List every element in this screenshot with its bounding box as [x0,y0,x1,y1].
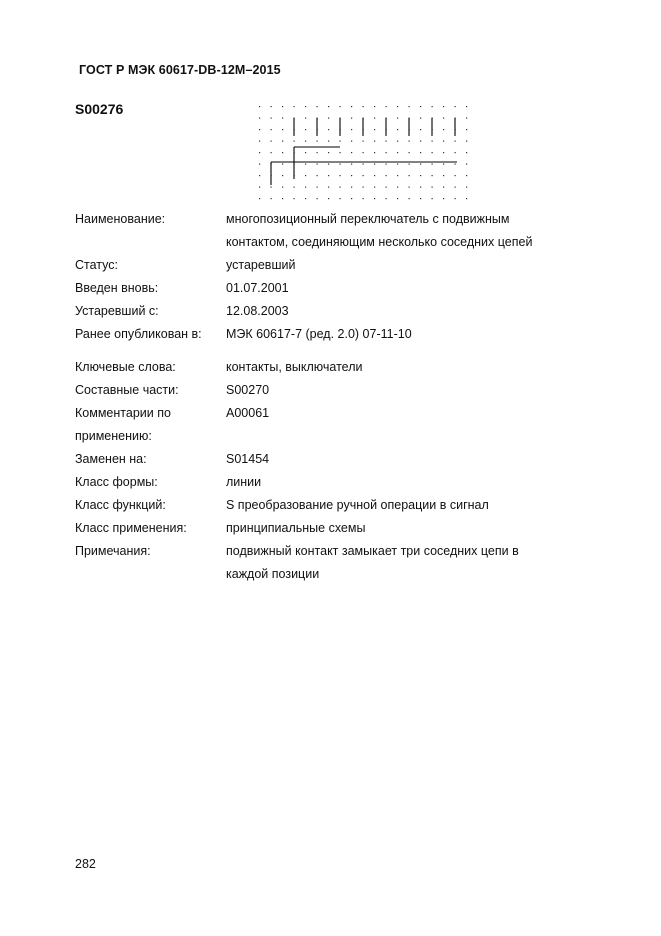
grid-dot [409,152,410,153]
grid-dot [432,152,433,153]
field-label: Ключевые слова: [75,360,176,374]
grid-dot [455,141,456,142]
grid-dot [466,152,467,153]
field-value: контактом, соединяющим несколько соседних цепей [226,235,533,249]
field-label: Статус: [75,258,118,272]
grid-dot [363,152,364,153]
grid-dot [466,129,467,130]
grid-dot [305,129,306,130]
grid-dot [351,129,352,130]
grid-dot [340,152,341,153]
grid-dot [363,187,364,188]
grid-dot [397,129,398,130]
grid-dot [409,175,410,176]
grid-dot [282,187,283,188]
symbol-code: S00276 [75,101,124,117]
grid-dot [443,152,444,153]
grid-dot [374,129,375,130]
grid-dot [420,164,421,165]
grid-dot [432,198,433,199]
document-header: ГОСТ Р МЭК 60617-DB-12M–2015 [79,63,281,77]
grid-dot [271,198,272,199]
grid-dot [328,198,329,199]
grid-dot [466,106,467,107]
grid-dot [374,106,375,107]
grid-dot [294,187,295,188]
grid-dot [443,129,444,130]
grid-dot [317,187,318,188]
field-row [75,231,595,254]
grid-dot [374,187,375,188]
field-row [75,448,595,471]
grid-dot [259,106,260,107]
grid-dot [351,198,352,199]
grid-dot [466,141,467,142]
grid-dot [317,141,318,142]
grid-dot [282,175,283,176]
grid-dot [420,187,421,188]
field-label: Класс функций: [75,498,166,512]
grid-dot [351,152,352,153]
grid-dot [305,152,306,153]
grid-dot [409,141,410,142]
field-value: МЭК 60617-7 (ред. 2.0) 07-11-10 [226,327,412,341]
grid-dot [432,106,433,107]
grid-dot [455,187,456,188]
grid-dot [466,175,467,176]
field-label: Комментарии по [75,406,171,420]
field-row [75,540,595,563]
grid-dot [386,106,387,107]
field-label: Введен вновь: [75,281,159,295]
field-value: A00061 [226,406,270,420]
field-value: контакты, выключатели [226,360,363,374]
grid-dot [386,152,387,153]
field-value: 01.07.2001 [226,281,289,295]
field-value: S преобразование ручной операции в сигнал [226,498,489,512]
grid-dot [259,141,260,142]
grid-dot [374,164,375,165]
field-row [75,402,595,425]
grid-dot [374,152,375,153]
grid-dot [305,187,306,188]
grid-dot [466,164,467,165]
grid-dot [282,129,283,130]
field-row [75,494,595,517]
grid-dot [443,118,444,119]
grid-dot [443,198,444,199]
field-value: устаревший [226,258,296,272]
grid-dot [397,187,398,188]
field-label: Составные части: [75,383,179,397]
grid-dot [351,164,352,165]
grid-dot [305,198,306,199]
grid-dot [328,187,329,188]
grid-dot [397,118,398,119]
grid-dot [397,164,398,165]
grid-dot [317,152,318,153]
grid-dot [259,175,260,176]
grid-dot [420,198,421,199]
grid-dot [305,118,306,119]
grid-dot [328,106,329,107]
grid-dot [374,175,375,176]
grid-dot [351,141,352,142]
field-value [226,425,595,448]
field-label: Ранее опубликован в: [75,327,202,341]
field-row [75,471,595,494]
grid-dot [386,175,387,176]
grid-dot [420,106,421,107]
field-label: Примечания: [75,544,151,558]
symbol-strokes [271,118,457,185]
grid-dot [466,198,467,199]
grid-dot [305,106,306,107]
grid-dot [328,175,329,176]
grid-dot [259,187,260,188]
grid-dot [328,118,329,119]
grid-dot [351,106,352,107]
grid-dot [443,187,444,188]
grid-dot [328,152,329,153]
field-list [75,208,595,586]
field-label: Устаревший с: [75,304,159,318]
grid-dot [305,175,306,176]
grid-dot [420,129,421,130]
field-row [75,323,595,346]
field-label: Класс формы: [75,475,158,489]
page-number: 282 [75,857,96,871]
field-value: подвижный контакт замыкает три соседних цепи в [226,544,519,558]
grid-dot [282,164,283,165]
grid-dot [340,175,341,176]
grid-dot [351,187,352,188]
grid-dot [455,198,456,199]
grid-dot [351,118,352,119]
grid-dot [259,118,260,119]
grid-dot [386,141,387,142]
field-value: линии [226,475,262,489]
grid-dot [305,141,306,142]
grid-dot [259,198,260,199]
grid-dot [271,129,272,130]
field-value: принципиальные схемы [226,521,366,535]
grid-dot [466,118,467,119]
grid-dot [409,198,410,199]
grid-dot [294,106,295,107]
field-label: Заменен на: [75,452,147,466]
grid-dot [259,164,260,165]
grid-dot [363,164,364,165]
grid-dot [386,187,387,188]
grid-dot [363,198,364,199]
grid-dot [443,175,444,176]
field-value: 12.08.2003 [226,304,289,318]
grid-dot [271,152,272,153]
field-gap [75,346,595,356]
field-label: Класс применения: [75,521,187,535]
grid-dot [397,141,398,142]
field-label [75,563,226,586]
grid-dot [363,106,364,107]
grid-dot [432,175,433,176]
grid-dot [443,141,444,142]
grid-dot [340,141,341,142]
grid-dot [282,118,283,119]
grid-dot [409,106,410,107]
grid-dot [409,164,410,165]
field-value: каждой позиции [226,567,320,581]
grid-dot [317,175,318,176]
field-row [75,563,595,586]
grid-dot [397,106,398,107]
field-row [75,254,595,277]
field-label [75,231,226,254]
field-row [75,379,595,402]
grid-dot [466,187,467,188]
field-label: применению: [75,429,152,443]
field-value: многопозиционный переключатель с подвижным [226,212,510,226]
grid-dot [455,175,456,176]
grid-dot [397,152,398,153]
grid-dot [328,129,329,130]
field-row [75,208,595,231]
grid-dot [259,129,260,130]
grid-dot [328,141,329,142]
grid-dot [271,106,272,107]
grid-dot [317,198,318,199]
field-value: S01454 [226,452,270,466]
grid-dot [420,175,421,176]
grid-dot [282,141,283,142]
grid-dot [443,106,444,107]
grid-dot [420,141,421,142]
grid-dot [282,198,283,199]
grid-dot [363,141,364,142]
field-label: Наименование: [75,212,166,226]
grid-dot [455,164,456,165]
grid-dot [374,198,375,199]
grid-dot [386,164,387,165]
grid-dot [317,164,318,165]
grid-dot [432,187,433,188]
field-row [75,517,595,540]
grid-dot [397,198,398,199]
grid-dot [409,187,410,188]
grid-dot [455,152,456,153]
grid-dot [374,118,375,119]
field-row [75,300,595,323]
field-row [75,277,595,300]
grid-dot [294,141,295,142]
grid-dot [282,106,283,107]
grid-dot [340,187,341,188]
grid-dot [455,106,456,107]
switch-symbol-graphic [250,98,480,204]
grid-dot [351,175,352,176]
grid-dot [340,198,341,199]
grid-dot [259,152,260,153]
grid-dot [340,164,341,165]
grid-dot [271,118,272,119]
field-row [75,425,595,448]
grid-dot [386,198,387,199]
grid-dot [305,164,306,165]
field-value: S00270 [226,383,270,397]
grid-dot [328,164,329,165]
grid-dot [420,118,421,119]
grid-dot [317,106,318,107]
grid-dot [340,106,341,107]
grid-dot [432,164,433,165]
grid-dot [432,141,433,142]
grid-dot [271,187,272,188]
grid-dot [271,141,272,142]
grid-dot [282,152,283,153]
field-row [75,356,595,379]
grid-dot [397,175,398,176]
grid-dot [374,141,375,142]
grid-dot [294,198,295,199]
grid-dot [363,175,364,176]
grid-dot [420,152,421,153]
grid-dot [443,164,444,165]
